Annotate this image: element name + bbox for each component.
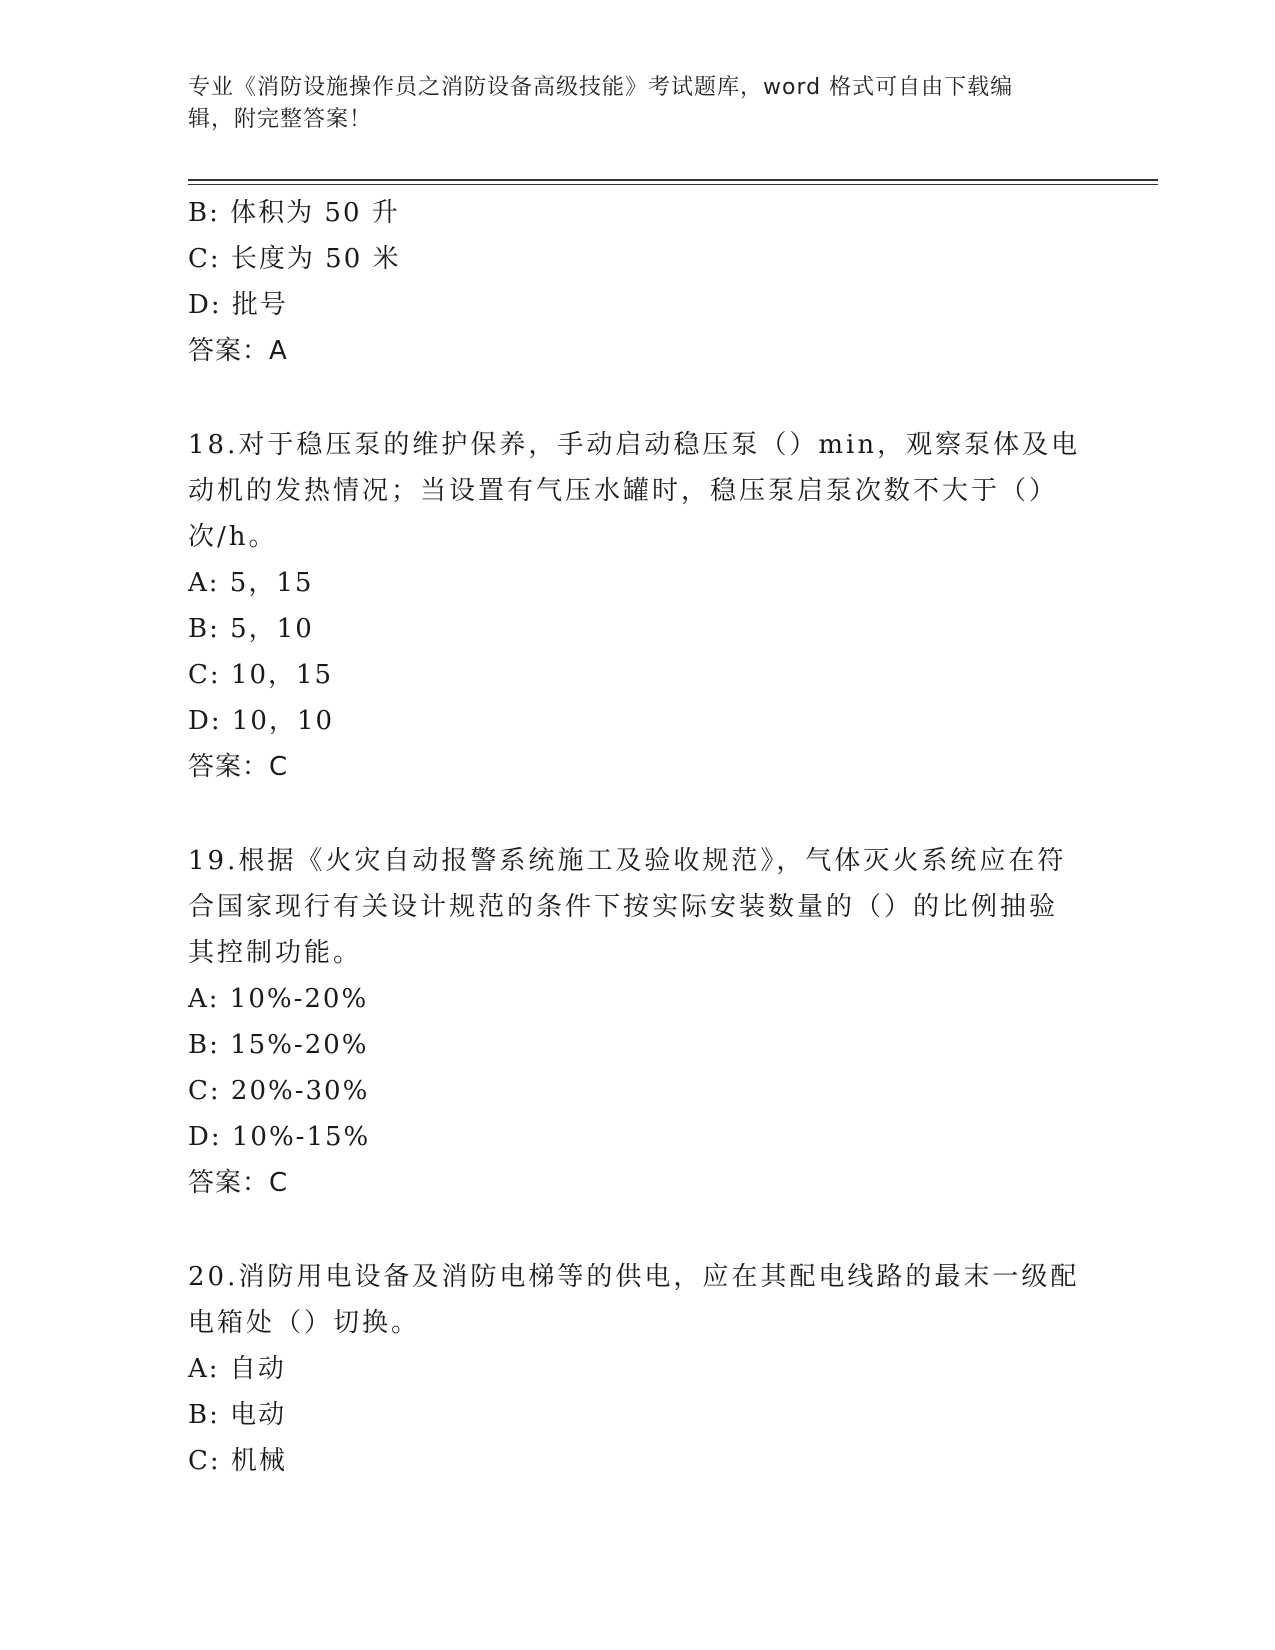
option-c: C: 长度为 50 米 [188, 244, 401, 274]
question-stem-line: 18.对于稳压泵的维护保养，手动启动稳压泵（）min，观察泵体及电 [188, 430, 1081, 460]
question-stem-line: 电箱处（）切换。 [188, 1308, 421, 1338]
option-d: D: 批号 [188, 290, 288, 320]
question-stem-line: 其控制功能。 [188, 938, 363, 968]
option-b: B: 5，10 [188, 614, 314, 644]
question-20 [188, 1254, 1088, 1484]
option-d: D: 10%-15% [188, 1122, 371, 1152]
header-line-1: 专业《消防设施操作员之消防设备高级技能》考试题库，word 格式可自由下载编 [188, 75, 1014, 100]
option-c: C: 20%-30% [188, 1076, 370, 1106]
spacer [188, 790, 1088, 838]
question-list [188, 190, 1088, 1484]
question-stem-line: 次/h。 [188, 522, 278, 552]
answer-line: 答案：C [188, 752, 289, 782]
option-b: B: 电动 [188, 1400, 287, 1430]
option-a: A: 10%-20% [188, 984, 369, 1014]
option-d: D: 10，10 [188, 706, 335, 736]
question-stem-line: 合国家现行有关设计规范的条件下按实际安装数量的（）的比例抽验 [188, 892, 1059, 922]
header-divider [188, 179, 1158, 181]
spacer [188, 374, 1088, 422]
option-c: C: 10，15 [188, 660, 334, 690]
answer-line: 答案：C [188, 1168, 289, 1198]
question-stem-line: 19.根据《火灾自动报警系统施工及验收规范》，气体灭火系统应在符 [188, 846, 1067, 876]
question-18 [188, 422, 1088, 790]
header-line-2: 辑，附完整答案！ [188, 107, 373, 132]
spacer [188, 1206, 1088, 1254]
option-c: C: 机械 [188, 1446, 287, 1476]
question-stem-line: 动机的发热情况；当设置有气压水罐时，稳压泵启泵次数不大于（） [188, 476, 1059, 506]
option-b: B: 体积为 50 升 [188, 198, 400, 228]
question-17-tail [188, 190, 1088, 374]
answer-line: 答案：A [188, 336, 288, 366]
document-header [188, 72, 1088, 136]
header-divider-thin [188, 184, 1158, 185]
question-19 [188, 838, 1088, 1206]
option-b: B: 15%-20% [188, 1030, 369, 1060]
question-stem-line: 20.消防用电设备及消防电梯等的供电，应在其配电线路的最末一级配 [188, 1262, 1080, 1292]
option-a: A: 自动 [188, 1354, 286, 1384]
option-a: A: 5，15 [188, 568, 314, 598]
